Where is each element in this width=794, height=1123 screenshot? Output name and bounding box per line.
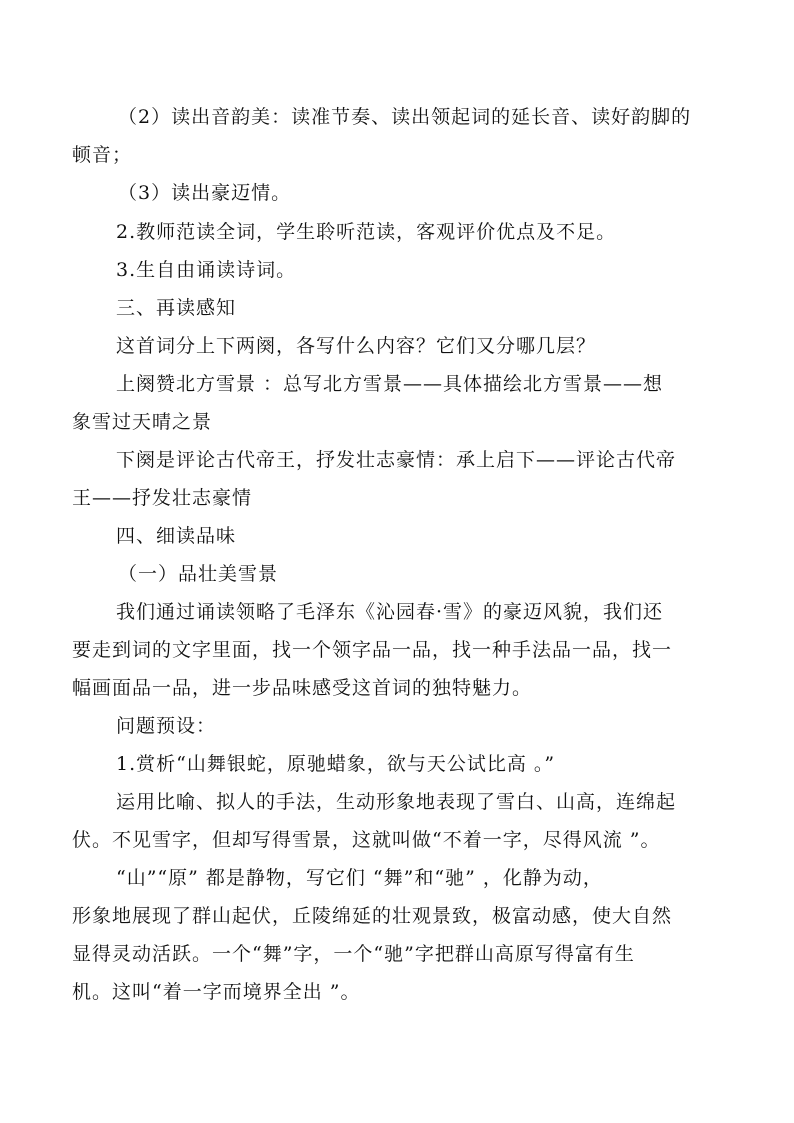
- paragraph-line: 顿音；: [72, 144, 133, 166]
- paragraph-line: 显得灵动活跃。一个“舞”字，一个“驰”字把群山高原写得富有生: [72, 943, 635, 965]
- section-heading: 四、细读品味: [116, 525, 237, 547]
- paragraph-line: 象雪过天晴之景: [72, 411, 213, 433]
- paragraph-line: 上阕赞北方雪景 ：总写北方雪景——具体描绘北方雪景——想: [116, 373, 664, 395]
- paragraph-line: 机。这叫“着一字而境界全出 ”。: [72, 981, 361, 1003]
- paragraph-line: “山”“原” 都是静物，写它们 “舞”和“驰” ，化静为动，: [116, 867, 603, 889]
- paragraph-line: （3）读出豪迈情。: [118, 182, 292, 204]
- paragraph-line: 幅画面品一品，进一步品味感受这首词的独特魅力。: [72, 677, 533, 699]
- subsection-heading: （一）品壮美雪景: [118, 563, 279, 585]
- paragraph-line: 1.赏析“山舞银蛇，原驰蜡象，欲与天公试比高 。”: [116, 753, 556, 775]
- paragraph-line: 3.生自由诵读诗词。: [116, 259, 297, 281]
- paragraph-line: 2.教师范读全词，学生聆听范读，客观评价优点及不足。: [116, 221, 617, 243]
- paragraph-line: （2）读出音韵美：读准节奏、读出领起词的延长音、读好韵脚的: [118, 106, 692, 128]
- paragraph-line: 下阕是评论古代帝王，抒发壮志豪情：承上启下——评论古代帝: [116, 449, 677, 471]
- paragraph-line: 这首词分上下两阕，各写什么内容？它们又分哪几层？: [116, 335, 597, 357]
- paragraph-line: 我们通过诵读领略了毛泽东《沁园春·雪》的豪迈风貌，我们还: [116, 601, 664, 623]
- paragraph-line: 问题预设：: [116, 715, 217, 737]
- paragraph-line: 要走到词的文字里面，找一个领字品一品，找一种手法品一品，找一: [72, 639, 673, 661]
- paragraph-line: 运用比喻、拟人的手法，生动形象地表现了雪白、山高，连绵起: [116, 791, 677, 813]
- section-heading: 三、再读感知: [116, 297, 237, 319]
- paragraph-line: 伏。不见雪字，但却写得雪景，这就叫做“不着一字，尽得风流 ”。: [72, 829, 661, 851]
- paragraph-line: 王——抒发壮志豪情: [72, 487, 253, 509]
- paragraph-line: 形象地展现了群山起伏，丘陵绵延的壮观景致，极富动感，使大自然: [72, 905, 673, 927]
